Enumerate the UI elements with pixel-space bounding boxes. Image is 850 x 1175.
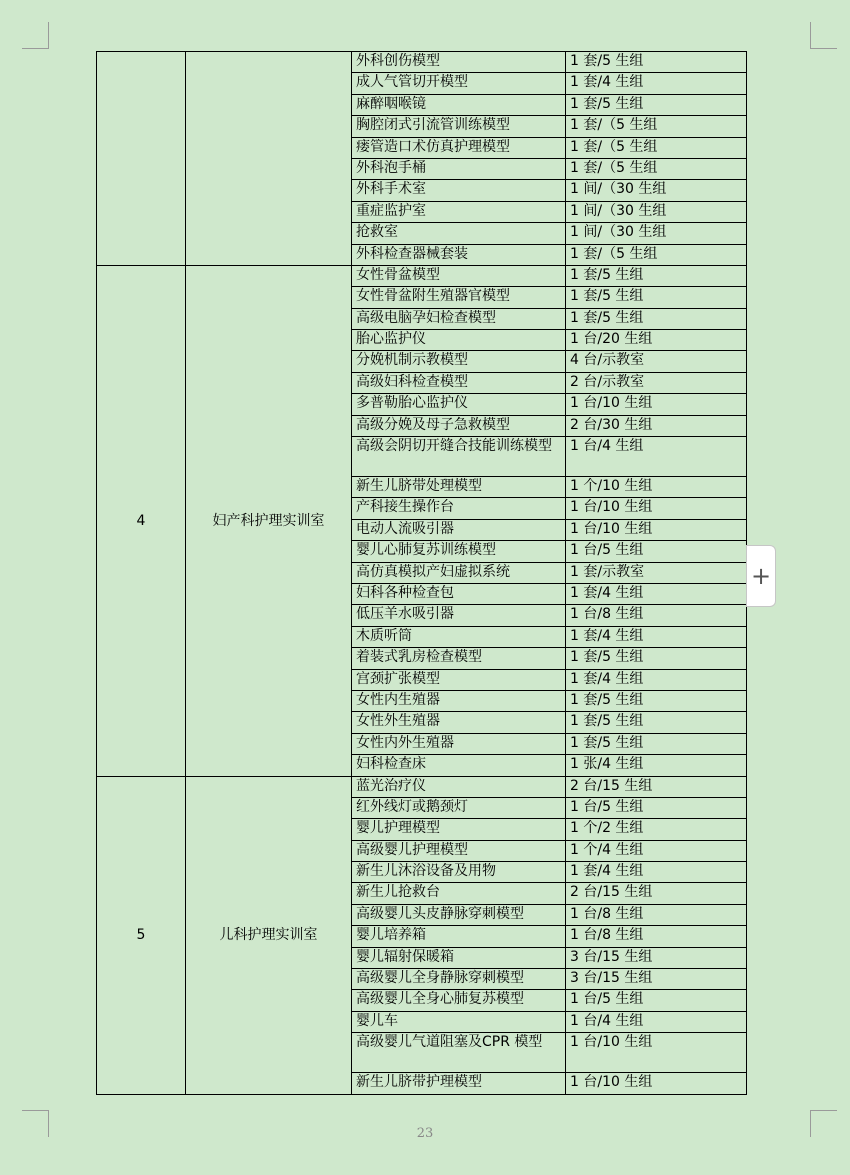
- equipment-name: 木质听筒: [352, 626, 566, 647]
- equipment-name: 新生儿脐带处理模型: [352, 477, 566, 498]
- equipment-name: 抢救室: [352, 223, 566, 244]
- equipment-quantity: 1 台/8 生组: [566, 605, 747, 626]
- equipment-name: 女性内外生殖器: [352, 733, 566, 754]
- equipment-quantity: 1 间/（30 生组: [566, 180, 747, 201]
- crop-mark-top-left: [22, 22, 49, 49]
- equipment-name: 成人气管切开模型: [352, 73, 566, 94]
- equipment-quantity: 1 台/10 生组: [566, 1073, 747, 1094]
- equipment-name: 红外线灯或鹅颈灯: [352, 797, 566, 818]
- equipment-quantity: 1 台/10 生组: [566, 1033, 747, 1073]
- equipment-quantity: 1 个/2 生组: [566, 819, 747, 840]
- equipment-quantity: 1 套/示教室: [566, 562, 747, 583]
- equipment-quantity: 1 间/（30 生组: [566, 201, 747, 222]
- equipment-name: 高级婴儿气道阻塞及CPR 模型: [352, 1033, 566, 1073]
- table-row: [97, 776, 747, 797]
- equipment-quantity: 1 套/（5 生组: [566, 116, 747, 137]
- equipment-name: 婴儿辐射保暖箱: [352, 947, 566, 968]
- equipment-name: 女性内生殖器: [352, 690, 566, 711]
- equipment-quantity: 4 台/示教室: [566, 351, 747, 372]
- equipment-quantity: 1 间/（30 生组: [566, 223, 747, 244]
- equipment-name: 女性骨盆附生殖器官模型: [352, 287, 566, 308]
- equipment-quantity: 1 套/5 生组: [566, 648, 747, 669]
- equipment-name: 高级婴儿护理模型: [352, 840, 566, 861]
- equipment-name: 女性骨盆模型: [352, 265, 566, 286]
- equipment-quantity: 1 台/10 生组: [566, 498, 747, 519]
- equipment-name: 高级婴儿全身心肺复苏模型: [352, 990, 566, 1011]
- equipment-quantity: 1 套/（5 生组: [566, 158, 747, 179]
- equipment-name: 多普勒胎心监护仪: [352, 394, 566, 415]
- equipment-name: 电动人流吸引器: [352, 519, 566, 540]
- equipment-quantity: 1 套/（5 生组: [566, 137, 747, 158]
- equipment-name: 新生儿抢救台: [352, 883, 566, 904]
- equipment-name: 胸腔闭式引流管训练模型: [352, 116, 566, 137]
- equipment-table: [96, 51, 747, 1095]
- group-number-cell: 5: [97, 776, 186, 1094]
- equipment-quantity: 1 套/5 生组: [566, 712, 747, 733]
- room-name-cell: [186, 52, 352, 266]
- equipment-name: 外科泡手桶: [352, 158, 566, 179]
- room-name-cell: 儿科护理实训室: [186, 776, 352, 1094]
- equipment-quantity: 1 套/4 生组: [566, 626, 747, 647]
- equipment-quantity: 3 台/15 生组: [566, 969, 747, 990]
- equipment-name: 婴儿培养箱: [352, 926, 566, 947]
- equipment-quantity: 1 套/4 生组: [566, 862, 747, 883]
- equipment-name: 蓝光治疗仪: [352, 776, 566, 797]
- equipment-quantity: 1 套/5 生组: [566, 690, 747, 711]
- equipment-name: 高级婴儿头皮静脉穿刺模型: [352, 904, 566, 925]
- equipment-quantity: 1 套/5 生组: [566, 287, 747, 308]
- equipment-quantity: 1 台/10 生组: [566, 394, 747, 415]
- equipment-quantity: 1 套/5 生组: [566, 308, 747, 329]
- room-name-cell: 妇产科护理实训室: [186, 265, 352, 776]
- equipment-quantity: 1 张/4 生组: [566, 755, 747, 776]
- equipment-name: 高级分娩及母子急救模型: [352, 415, 566, 436]
- equipment-quantity: 1 套/4 生组: [566, 669, 747, 690]
- equipment-name: 高级婴儿全身静脉穿刺模型: [352, 969, 566, 990]
- equipment-quantity: 1 台/4 生组: [566, 1011, 747, 1032]
- equipment-quantity: 1 套/5 生组: [566, 265, 747, 286]
- equipment-name: 妇科各种检查包: [352, 583, 566, 604]
- equipment-name: 妇科检查床: [352, 755, 566, 776]
- equipment-quantity: 2 台/示教室: [566, 372, 747, 393]
- equipment-quantity: 1 台/20 生组: [566, 330, 747, 351]
- equipment-quantity: 2 台/30 生组: [566, 415, 747, 436]
- table-row: [97, 265, 747, 286]
- page-number: 23: [416, 1126, 434, 1141]
- equipment-name: 外科手术室: [352, 180, 566, 201]
- group-number-cell: [97, 52, 186, 266]
- equipment-quantity: 1 套/5 生组: [566, 52, 747, 73]
- equipment-quantity: 1 台/8 生组: [566, 926, 747, 947]
- equipment-name: 女性外生殖器: [352, 712, 566, 733]
- equipment-quantity: 1 套/5 生组: [566, 94, 747, 115]
- crop-mark-top-right: [810, 22, 837, 49]
- equipment-quantity: 3 台/15 生组: [566, 947, 747, 968]
- add-row-button[interactable]: [746, 545, 776, 607]
- equipment-name: 麻醉咽喉镜: [352, 94, 566, 115]
- equipment-quantity: 1 台/5 生组: [566, 797, 747, 818]
- equipment-quantity: 1 台/4 生组: [566, 437, 747, 477]
- equipment-name: 低压羊水吸引器: [352, 605, 566, 626]
- equipment-name: 高级妇科检查模型: [352, 372, 566, 393]
- equipment-quantity: 2 台/15 生组: [566, 883, 747, 904]
- plus-icon: +: [750, 562, 772, 590]
- equipment-quantity: 1 台/8 生组: [566, 904, 747, 925]
- table-row: [97, 52, 747, 73]
- equipment-quantity: 1 个/4 生组: [566, 840, 747, 861]
- equipment-name: 产科接生操作台: [352, 498, 566, 519]
- equipment-quantity: 1 台/5 生组: [566, 990, 747, 1011]
- equipment-name: 婴儿护理模型: [352, 819, 566, 840]
- equipment-quantity: 1 个/10 生组: [566, 477, 747, 498]
- equipment-name: 分娩机制示教模型: [352, 351, 566, 372]
- equipment-name: 重症监护室: [352, 201, 566, 222]
- equipment-name: 新生儿沐浴设备及用物: [352, 862, 566, 883]
- equipment-name: 胎心监护仪: [352, 330, 566, 351]
- equipment-name: 婴儿车: [352, 1011, 566, 1032]
- equipment-name: 宫颈扩张模型: [352, 669, 566, 690]
- equipment-name: 外科检查器械套装: [352, 244, 566, 265]
- equipment-name: 新生儿脐带护理模型: [352, 1073, 566, 1094]
- equipment-name: 高级电脑孕妇检查模型: [352, 308, 566, 329]
- equipment-quantity: 1 套/4 生组: [566, 73, 747, 94]
- equipment-name: 外科创伤模型: [352, 52, 566, 73]
- equipment-name: 着装式乳房检查模型: [352, 648, 566, 669]
- equipment-name: 高级会阴切开缝合技能训练模型: [352, 437, 566, 477]
- equipment-name: 婴儿心肺复苏训练模型: [352, 541, 566, 562]
- equipment-quantity: 1 台/10 生组: [566, 519, 747, 540]
- equipment-quantity: 2 台/15 生组: [566, 776, 747, 797]
- equipment-quantity: 1 套/4 生组: [566, 583, 747, 604]
- equipment-quantity: 1 套/（5 生组: [566, 244, 747, 265]
- equipment-name: 高仿真模拟产妇虚拟系统: [352, 562, 566, 583]
- equipment-name: 瘘管造口术仿真护理模型: [352, 137, 566, 158]
- equipment-quantity: 1 台/5 生组: [566, 541, 747, 562]
- group-number-cell: 4: [97, 265, 186, 776]
- equipment-quantity: 1 套/5 生组: [566, 733, 747, 754]
